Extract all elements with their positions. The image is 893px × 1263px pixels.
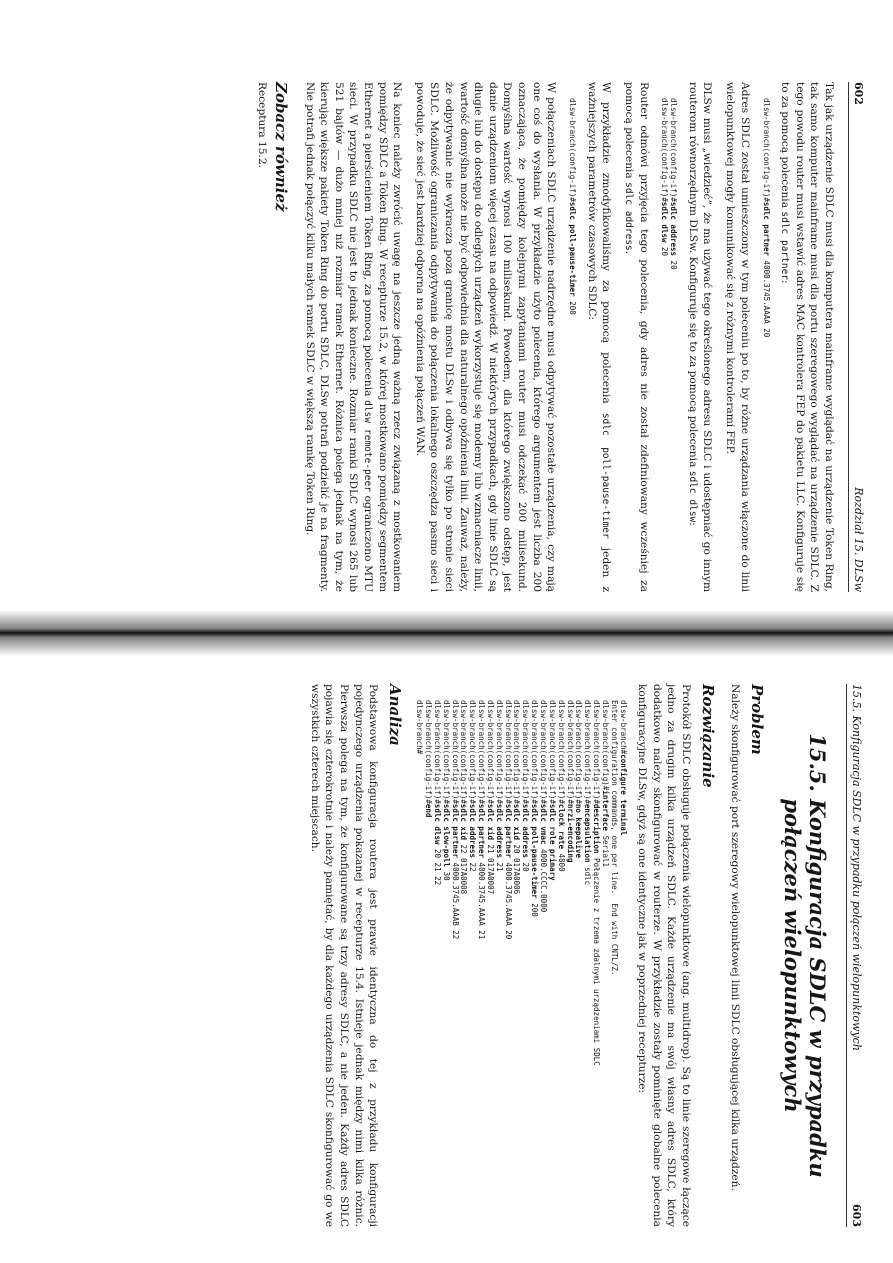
- paragraph-text: Tak jak urządzenie SDLC musi dla komputera mainframe wyglądać na urządzenie Token Ring, tak samo komputer mainframe musi dla portu szeregowego wyglądać na urządzenie SDLC. Z tego powodu router musi wstawić adres MAC kontrolera FEP do pakietu LLC. Konfiguruje się to za pomocą polecenia: [779, 82, 835, 592]
- code-prompt: dlsw-branch(config-if)#: [468, 700, 478, 804]
- code-prompt: dlsw-branch(config-if)#: [512, 700, 522, 804]
- code-argument: 30: [441, 867, 451, 881]
- code-prompt: dlsw-branch(config-if)#: [477, 700, 487, 804]
- code-argument: 20 21 22: [432, 844, 442, 886]
- code-line: [476, 700, 485, 1227]
- code-command: sdlc xid: [512, 803, 522, 840]
- code-line: [467, 700, 476, 1227]
- code-line: [660, 98, 669, 592]
- code-line: [423, 700, 432, 1227]
- code-command: sdlc dlsw: [432, 803, 442, 845]
- code-command: sdlc partner: [761, 201, 771, 257]
- code-line: [668, 98, 677, 592]
- code-block-1: [761, 98, 770, 592]
- running-header-left: [848, 82, 865, 592]
- running-head-right: 15.5. Konfiguracja SDLC w przypadku połączeń wielopunktowych: [850, 684, 863, 1051]
- code-prompt: dlsw-branch(config-if)#: [450, 700, 460, 804]
- code-command: sdlc address: [494, 803, 504, 859]
- see-also-heading: Zobacz również: [271, 82, 290, 212]
- code-command: sdlc role primary: [547, 803, 557, 881]
- code-command: sdlc address: [669, 201, 679, 257]
- code-prompt: dlsw-branch(config-if)#: [568, 98, 578, 202]
- analysis-heading: Analiza: [386, 684, 405, 746]
- code-prompt: dlsw-branch(config-if)#: [592, 700, 602, 804]
- code-line: [574, 700, 583, 1227]
- paragraph: [302, 82, 404, 592]
- code-prompt: dlsw-branch(config-if)#: [432, 700, 442, 804]
- code-prompt: dlsw-branch(config)#: [600, 700, 610, 791]
- code-command: clock rate: [556, 803, 566, 850]
- code-line: [600, 700, 609, 1227]
- code-prompt: dlsw-branch(config-if)#: [669, 98, 679, 202]
- paragraph-text: jeden z ważniejszych parametrów czasowych SDLC:: [585, 82, 613, 592]
- page-number-right: 603: [850, 1204, 863, 1227]
- code-command: sdlc slow-poll: [441, 803, 451, 868]
- code-prompt: dlsw-branch(config-if)#: [503, 700, 513, 804]
- code-argument: Połączenie z trzema zdalnymi urządzeniami SDLC: [592, 853, 602, 1066]
- code-line: [556, 700, 565, 1227]
- code-prompt: dlsw-branch(config-if)#: [459, 700, 469, 804]
- code-argument: 22: [468, 858, 478, 872]
- code-line: [529, 700, 538, 1227]
- paragraph-text: W przykładzie zmodyfikowaliśmy za pomocą polecenia: [600, 82, 613, 404]
- running-head-left: Rozdział 15. DLSw: [852, 487, 865, 592]
- code-line: [582, 700, 591, 1227]
- code-command: nrzi-encoding: [565, 803, 575, 863]
- code-prompt: dlsw-branch(config-if)#: [556, 700, 566, 804]
- code-argument: 4800: [556, 849, 566, 872]
- code-argument: 4000.3745.AAAA 20: [503, 858, 513, 940]
- code-line: [485, 700, 494, 1227]
- paragraph: Tak jak urządzenie SDLC musi dla komputera mainframe wyglądać na urządzenie Token Ring, tak samo komputer mainframe musi dla portu szeregowego wyglądać na urządzenie SDLC. Z tego powodu router musi wstawić adres MAC kontrolera FEP do pakietu LLC. Konfiguruje się to za pomocą polecenia sdlc partner:: [779, 82, 835, 592]
- code-command: sdlc vmac: [538, 803, 548, 845]
- solution-text: Protokół SDLC obsługuje połączenia wielopunktowe (ang. multidrop). Są to linie szeregowe łączące jedno za drugim kilka urządzeń SDLC. Każde urządzenie ma swój własny adres SDLC, który dodatkowo należy skonfigurować w routerze. W przykładzie zostały pominięte globalne polecenia konfiguracyjne DLSw, gdyż są one identyczne jak w poprzedniej recepturze:: [636, 684, 693, 1227]
- code-block-3: [567, 98, 576, 592]
- code-prompt: dlsw-branch(config-if)#: [547, 700, 557, 804]
- code-argument: 4000.3745.AAAA 21: [477, 858, 487, 940]
- code-command: sdlc address: [521, 803, 531, 859]
- inline-command: sdlc address: [622, 182, 634, 251]
- code-argument: 200: [568, 296, 578, 315]
- code-prompt: dlsw-branch(config-if)#: [494, 700, 504, 804]
- code-prompt: dlsw-branch(config-if)#: [565, 700, 575, 804]
- code-command: sdlc address: [468, 803, 478, 859]
- code-line: [503, 700, 512, 1227]
- inline-command: dlsw remote-peer: [362, 400, 373, 492]
- code-command: sdlc xid: [485, 803, 495, 840]
- code-command: description: [592, 803, 602, 854]
- code-prompt: dlsw-branch#: [618, 700, 628, 755]
- code-line: [565, 700, 574, 1227]
- code-command: sdlc partner: [477, 803, 487, 859]
- code-line: [547, 700, 556, 1227]
- inline-command: sdlc poll-pause-timer: [600, 412, 612, 539]
- code-line: [618, 700, 627, 1227]
- paragraph: Router odmówi przyjęcia tego polecenia, gdy adres nie został zdefiniowany wcześniej za pomocą polecenia sdlc address.: [622, 82, 650, 592]
- code-prompt: dlsw-branch(config-if)#: [441, 700, 451, 804]
- code-argument: 22 017A0008: [459, 839, 469, 895]
- paragraph: [584, 82, 613, 592]
- code-line: [761, 98, 770, 592]
- code-line: [432, 700, 441, 1227]
- code-prompt: dlsw-branch(config-if)#: [521, 700, 531, 804]
- code-command: encapsulation: [583, 803, 593, 863]
- solution-heading: Rozwiązanie: [699, 684, 718, 788]
- code-command: sdlc partner: [450, 803, 460, 859]
- code-line: [414, 700, 423, 1227]
- paragraph-text: Router odmówi przyjęcia tego polecenia, gdy adres nie został zdefiniowany wcześniej za pomocą polecenia: [622, 82, 650, 592]
- code-argument: sdlc: [583, 862, 593, 886]
- section-title: 15.5. Konfiguracja SDLC w przypadku połączeń wielopunktowych: [779, 733, 830, 1178]
- code-line: [538, 700, 547, 1227]
- code-command: sdlc xid: [459, 803, 469, 840]
- code-command: sdlc poll-pause-timer: [568, 201, 578, 297]
- code-argument: 20 017A0006: [512, 839, 522, 895]
- code-argument: 200: [530, 898, 540, 917]
- inline-command: sdlc dlsw: [686, 470, 698, 523]
- code-line: [520, 700, 529, 1227]
- code-argument: 4000.CCCC.0000: [538, 844, 548, 913]
- code-line: [567, 98, 576, 592]
- code-command: configure terminal: [618, 754, 628, 836]
- paragraph: W połączeniach SDLC urządzenie nadrzędne musi odpytywać pozostałe urządzenia, czy mają one coś do wysłania. W przykładzie użyto polecenia, którego argumentem jest liczba 200 oznaczająca, że pomiędzy kolejnymi zapytaniami router musi odczekać 200 milisekund. Domyślna wartość wynosi 100 milisekund. Powodem, dla którego zwiększono odstęp, jest danie urządzeniom więcej czasu na odpowiedź. W niektórych przypadkach, gdy linie SDLC są długie lub do dostępu do odległych urządzeń wykorzystuje się modemy lub wzmacniacze linii, wartość domyślna może nie być odpowiednia dla naturalnego opóźnienia linii. Zauważ, należy, że odpytywanie nie wykracza poza granicę mostu DLSw i odbywa się tylko po stronie sieci SDLC. Możliwość ograniczania odpytywania do połączenia lokalnego oszczędza pasmo sieci i powoduje, że sieć jest bardziej odporna na opóźnienia połączeń WAN.: [413, 82, 558, 592]
- code-command: sdlc partner: [503, 803, 513, 859]
- code-argument: 4000.3745.AAAB 22: [450, 858, 460, 940]
- code-argument: 21: [494, 858, 504, 872]
- paragraph: DLSw musi „wiedzieć”, że ma używać tego określonego adresu SDLC i udostępniać go innym routerom równorzędnym DLSw. Konfiguruje się to za pomocą polecenia sdlc dlsw:: [686, 82, 714, 592]
- problem-heading: Problem: [747, 684, 766, 755]
- code-command: sdlc poll-pause-timer: [530, 803, 540, 899]
- code-line: [494, 700, 503, 1227]
- code-line: [512, 700, 521, 1227]
- right-page: [0, 632, 893, 1263]
- code-prompt: dlsw-branch#: [415, 700, 425, 755]
- analysis-text: Podstawowa konfiguracja routera jest prawie identyczna do tej z przykładu konfiguracji pojedynczego urządzenia pokazanej w recepturze 15.4. Istnieje jednak między nimi kilka różnic. Pierwsza polega na tym, że konfigurowane są trzy adresy SDLC, a nie jeden. Każdy adres SDLC pojawia się czterokrotnie i należy pamiętać, by dla każdego urządzenia SDLC skonfigurować go we wszystkich czterech miejscach.: [308, 684, 380, 1227]
- code-prompt: dlsw-branch(config-if)#: [538, 700, 548, 804]
- problem-text: Należy skonfigurować port szeregowy wielopunktowej linii SDLC obsługującej kilka urządzeń.: [728, 684, 741, 1191]
- code-block-2: [660, 98, 678, 592]
- code-command: end: [424, 803, 434, 818]
- code-argument: 20: [521, 858, 531, 872]
- code-prompt: dlsw-branch(config-if)#: [660, 98, 670, 202]
- code-prompt: dlsw-branch(config-if)#: [761, 98, 771, 202]
- code-argument: Serial1: [600, 830, 610, 868]
- code-prompt: Enter configuration commands, one per line. End with CNTL/Z.: [609, 700, 619, 976]
- page-number-left: 602: [852, 82, 865, 105]
- running-header-right: [846, 684, 863, 1227]
- code-argument: 21 017A0007: [485, 839, 495, 895]
- code-prompt: dlsw-branch(config-if)#: [583, 700, 593, 804]
- code-line: [591, 700, 600, 1227]
- paragraph-text: ograniczono MTU sieci. W przypadku SDLC nie jest to jednak konieczne. Rozmiar ramki SDLC wynosi 265 lub 521 bajtów — dużo mniej niż rozmiar ramek Ethernet. Różnica polega jednak na tym, że kierując większe pakiety Token Ring do portu SDLC, DLSw potrafi podzielić je na fragmenty. Nie potrafi jednak połączyć kilku małych ramek SDLC w większą ramkę Token Ring.: [303, 82, 374, 592]
- code-command: interface: [600, 790, 610, 831]
- code-argument: 20: [660, 242, 670, 257]
- paragraph: Adres SDLC został umieszczony w tym poleceniu po to, by różne urządzania włączone do linii wielopunktowej mogły komunikować się z różnymi kontrolerami FEP.: [724, 82, 751, 592]
- inline-command: sdlc partner: [779, 211, 791, 281]
- paragraph-text: Na koniec należy zwrócić uwagę na jeszcze jedną ważną rzecz związaną z mostkowaniem pomiędzy SDLC a Token Ring. W recepturze 15.2, w której mostkowano pomiędzy segmentem Ethernet a pierścieniem Token Ring, za pomocą polecenia: [362, 82, 404, 592]
- code-line: [609, 700, 618, 1227]
- code-argument: 20: [669, 256, 679, 270]
- paragraph-text: DLSw musi „wiedzieć”, że ma używać tego określonego adresu SDLC i udostępniać go innym routerom równorzędnym DLSw. Konfiguruje się to za pomocą polecenia: [686, 82, 714, 592]
- code-prompt: dlsw-branch(config-if)#: [424, 700, 434, 804]
- code-prompt: dlsw-branch(config-if)#: [574, 700, 584, 804]
- code-argument: 4000.3745.AAAA 20: [761, 256, 771, 338]
- code-line: [441, 700, 450, 1227]
- code-command: sdlc dlsw: [660, 201, 670, 243]
- code-line: [450, 700, 459, 1227]
- code-command: no keepalive: [574, 803, 584, 859]
- config-listing: [414, 700, 626, 1227]
- code-prompt: dlsw-branch(config-if)#: [530, 700, 540, 804]
- code-prompt: dlsw-branch(config-if)#: [485, 700, 495, 804]
- see-also-text: Receptura 15.2.: [255, 82, 268, 169]
- code-line: [459, 700, 468, 1227]
